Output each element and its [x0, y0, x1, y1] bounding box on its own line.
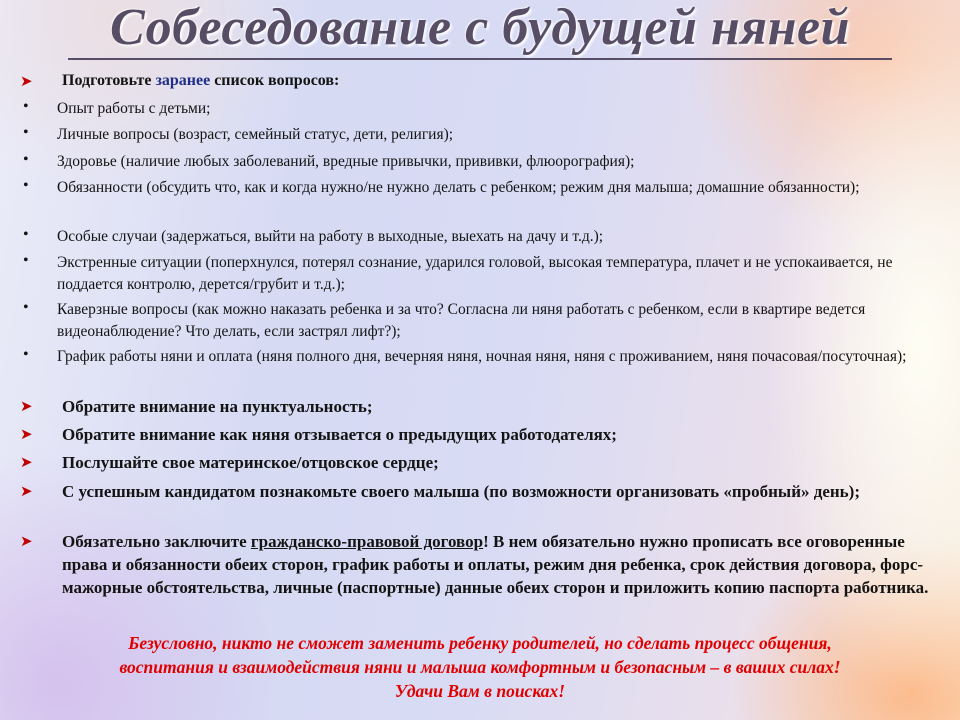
tip-text: Послушайте свое материнское/отцовское сердце;: [62, 453, 439, 472]
bullet-icon: •: [23, 252, 29, 269]
heading-accent-word: заранее: [155, 72, 211, 89]
arrow-bullet-icon: ➤: [20, 453, 33, 471]
question-text: Экстренные ситуации (поперхнулся, потерял сознание, ударился головой, высокая температура, плачет и не успокаивается, не поддается контролю, дерется/грубит и т.д.);: [57, 254, 893, 293]
arrow-bullet-icon: ➤: [20, 532, 33, 550]
title-underline: [68, 58, 892, 60]
tip-text: С успешным кандидатом познакомьте своего малыша (по возможности организовать «пробный» день);: [62, 482, 860, 501]
arrow-bullet-icon: ➤: [20, 425, 33, 443]
bullet-icon: •: [23, 299, 29, 316]
tip-text: Обратите внимание как няня отзывается о предыдущих работодателях;: [62, 425, 617, 444]
closing-message: [0, 631, 960, 703]
contract-tip-after: ! В нем обязательно нужно прописать все оговоренные права и обязанности обеих сторон, график работы и оплаты, режим дня ребенка, срок действия договора, форс-мажорные обстоятельства, личные (паспортные) данные обеих сторон и приложить копию паспорта работника.: [62, 532, 929, 597]
heading-part-3: список вопросов:: [210, 72, 340, 89]
question-text: Каверзные вопросы (как можно наказать ребенка и за что? Согласна ли няня работать с ребенком, если в квартире ведется видеонаблюдение? Что делать, если застрял лифт?);: [57, 301, 866, 340]
question-text: График работы няни и оплата (няня полного дня, вечерняя няня, ночная няня, няня с проживанием, няня почасовая/посуточная);: [57, 348, 907, 365]
bullet-icon: •: [23, 98, 29, 115]
question-text: Особые случаи (задержаться, выйти на работу в выходные, выехать на дачу и т.д.);: [57, 228, 604, 245]
contract-tip-before: Обязательно заключите: [62, 532, 251, 551]
heading-part-1: Подготовьте: [62, 72, 156, 89]
closing-line-3: Удачи Вам в поисках!: [394, 681, 566, 701]
bullet-icon: •: [23, 346, 29, 363]
question-text: Обязанности (обсудить что, как и когда нужно/не нужно делать с ребенком; режим дня малыша; домашние обязанности);: [57, 179, 860, 196]
question-text: Здоровье (наличие любых заболеваний, вредные привычки, прививки, флюорография);: [57, 153, 635, 170]
arrow-bullet-icon: ➤: [20, 397, 33, 415]
contract-tip: [62, 530, 930, 599]
bullet-icon: •: [23, 151, 29, 168]
questions-heading: [62, 72, 930, 90]
bullet-icon: •: [23, 124, 29, 141]
arrow-bullet-icon: ➤: [20, 482, 33, 500]
contract-link[interactable]: гражданско-правовой договор: [250, 532, 484, 551]
arrow-bullet-icon: ➤: [20, 72, 33, 90]
closing-line-2: воспитания и взаимодействия няни и малыша комфортным и безопасным – в ваших силах!: [119, 657, 841, 677]
question-text: Личные вопросы (возраст, семейный статус, дети, религия);: [57, 126, 454, 143]
tip-text: Обратите внимание на пунктуальность;: [62, 397, 373, 416]
closing-line-1: Безусловно, никто не сможет заменить ребенку родителей, но сделать процесс общения,: [128, 633, 832, 653]
page-title: Собеседование с будущей няней: [110, 0, 850, 56]
bullet-icon: •: [23, 177, 29, 194]
bullet-icon: •: [23, 226, 29, 243]
question-text: Опыт работы с детьми;: [57, 100, 211, 117]
